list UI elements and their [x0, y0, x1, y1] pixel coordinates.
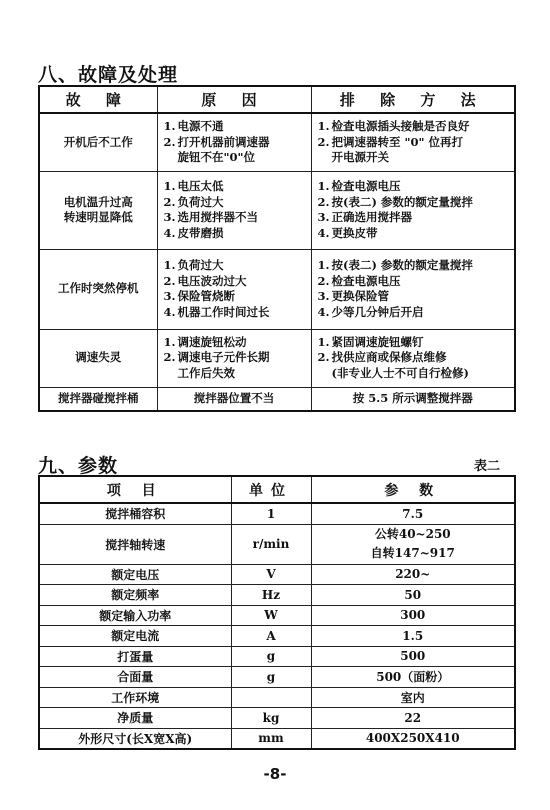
- remedy-cell: [311, 249, 515, 329]
- item-text: 检查电源电压: [331, 179, 401, 193]
- table-row: [39, 524, 515, 564]
- item-cell: 外形尺寸(长X宽X高): [39, 728, 231, 749]
- list-item: [318, 289, 511, 305]
- value-cell: 室内: [311, 687, 515, 708]
- header-cause: 原 因: [157, 86, 311, 113]
- item-number: 4.: [317, 225, 330, 240]
- item-cell: 打蛋量: [39, 646, 231, 667]
- item-text: 负荷过大: [177, 194, 224, 209]
- list-item: [318, 335, 511, 351]
- item-text: 按(表二) 参数的额定量搅拌: [331, 258, 473, 272]
- item-number: 3.: [317, 289, 330, 303]
- item-text: 找供应商或保修点维修 (非专业人士不可自行检修): [331, 350, 469, 380]
- item-text: 皮带磨损: [177, 225, 224, 240]
- table-header-row: [39, 476, 515, 503]
- unit-cell: [231, 687, 311, 708]
- item-text: 检查电源插头接触是否良好: [331, 119, 470, 133]
- table-row: [39, 249, 515, 329]
- item-text: 保险管烧断: [177, 289, 236, 303]
- item-number: 1.: [163, 334, 176, 349]
- item-number: 3.: [163, 210, 176, 224]
- list-item: [164, 258, 307, 274]
- list-item: [318, 179, 511, 195]
- item-cell: 额定频率: [39, 585, 231, 606]
- table-row: [39, 387, 515, 411]
- item-number: 2.: [163, 273, 176, 288]
- section-title: 八、故障及处理: [38, 64, 179, 86]
- item-text: 打开机器前调速器 旋钮不在"0"位: [177, 134, 270, 164]
- item-text: 正确选用搅拌器: [331, 210, 413, 224]
- cause-cell: [157, 171, 311, 249]
- list-item: [164, 350, 307, 381]
- item-number: 2.: [317, 350, 330, 365]
- unit-cell: g: [231, 646, 311, 667]
- item-number: 1.: [317, 258, 330, 272]
- header-item: 项 目: [39, 476, 231, 503]
- remedy-cell: [311, 113, 515, 171]
- troubleshooting-table: [38, 85, 516, 412]
- unit-cell: 1: [231, 503, 311, 524]
- fault-cell: 电机温升过高 转速明显降低: [39, 171, 157, 249]
- page-number: -8-: [263, 765, 287, 783]
- item-number: 1.: [317, 179, 330, 193]
- unit-cell: Hz: [231, 585, 311, 606]
- item-cell: 搅拌轴转速: [39, 524, 231, 564]
- item-number: 3.: [163, 289, 176, 303]
- list-item: [318, 135, 511, 166]
- item-number: 1.: [163, 258, 176, 272]
- table-row: [39, 564, 515, 585]
- item-number: 4.: [317, 304, 330, 319]
- table-row: [39, 667, 515, 688]
- list-item: [164, 135, 307, 166]
- table-row: [39, 687, 515, 708]
- item-number: 4.: [163, 225, 176, 240]
- fault-cell: 工作时突然停机: [39, 249, 157, 329]
- item-text: 电源不通: [177, 119, 224, 133]
- item-cell: 额定电流: [39, 626, 231, 647]
- fault-cell: 搅拌器碰搅拌桶: [39, 387, 157, 411]
- section-title: 九、参数: [38, 455, 119, 477]
- list-item: [318, 119, 511, 135]
- list-item: [318, 226, 511, 242]
- header-remedy: 排 除 方 法: [311, 86, 515, 113]
- unit-cell: g: [231, 667, 311, 688]
- table-row: [39, 708, 515, 729]
- value-cell: 50: [311, 585, 515, 606]
- list-item: [318, 210, 511, 226]
- value-cell: 22: [311, 708, 515, 729]
- list-item: [318, 274, 511, 290]
- fault-cell: 开机后不工作: [39, 113, 157, 171]
- item-text: 把调速器转至 "0" 位再打 开电源开关: [331, 134, 464, 164]
- value-cell: 400X250X410: [311, 728, 515, 749]
- item-text: 更换皮带: [331, 225, 378, 240]
- item-cell: 工作环境: [39, 687, 231, 708]
- cause-cell: [157, 113, 311, 171]
- table-row: [39, 329, 515, 387]
- item-text: 更换保险管: [331, 289, 390, 303]
- value-cell: 公转40~250 自转147~917: [311, 524, 515, 564]
- list-item: [164, 274, 307, 290]
- item-number: 2.: [317, 273, 330, 288]
- item-number: 1.: [163, 119, 176, 133]
- fault-cell: 调速失灵: [39, 329, 157, 387]
- item-number: 4.: [163, 304, 176, 319]
- value-cell: 300: [311, 605, 515, 626]
- list-item: [164, 119, 307, 135]
- list-item: [164, 226, 307, 242]
- unit-cell: mm: [231, 728, 311, 749]
- table-row: [39, 585, 515, 606]
- item-text: 按(表二) 参数的额定量搅拌: [331, 194, 473, 209]
- item-text: 少等几分钟后开启: [331, 304, 424, 319]
- table-header-row: [39, 86, 515, 113]
- list-item: [164, 195, 307, 211]
- table-row: [39, 171, 515, 249]
- item-number: 2.: [163, 350, 176, 365]
- remedy-cell: [311, 329, 515, 387]
- header-unit: 单位: [231, 476, 311, 503]
- parameters-table: [38, 475, 516, 750]
- item-text: 检查电源电压: [331, 273, 401, 288]
- list-item: [318, 305, 511, 321]
- item-number: 2.: [163, 194, 176, 209]
- table-row: [39, 646, 515, 667]
- item-number: 1.: [163, 179, 176, 193]
- list-item: [164, 179, 307, 195]
- list-item: [164, 335, 307, 351]
- header-fault: 故 障: [39, 86, 157, 113]
- unit-cell: r/min: [231, 524, 311, 564]
- cause-cell: [157, 329, 311, 387]
- header-value: 参 数: [311, 476, 515, 503]
- item-number: 1.: [317, 119, 330, 133]
- remedy-cell: [311, 171, 515, 249]
- table-row: [39, 605, 515, 626]
- item-number: 2.: [317, 194, 330, 209]
- item-text: 选用搅拌器不当: [177, 210, 259, 224]
- item-cell: 合面量: [39, 667, 231, 688]
- cause-cell: [157, 249, 311, 329]
- unit-cell: W: [231, 605, 311, 626]
- item-number: 3.: [317, 210, 330, 224]
- unit-cell: kg: [231, 708, 311, 729]
- item-text: 负荷过大: [177, 258, 224, 272]
- value-cell: 7.5: [311, 503, 515, 524]
- value-cell: 220~: [311, 564, 515, 585]
- value-cell: 500（面粉）: [311, 667, 515, 688]
- unit-cell: V: [231, 564, 311, 585]
- table-note: 表二: [474, 459, 501, 474]
- item-cell: 净质量: [39, 708, 231, 729]
- table-row: [39, 113, 515, 171]
- item-cell: 额定电压: [39, 564, 231, 585]
- remedy-cell: 按 5.5 所示调整搅拌器: [311, 387, 515, 411]
- table-row: [39, 626, 515, 647]
- list-item: [318, 350, 511, 381]
- value-cell: 1.5: [311, 626, 515, 647]
- item-text: 紧固调速旋钮螺钉: [331, 334, 424, 349]
- list-item: [164, 210, 307, 226]
- item-cell: 额定输入功率: [39, 605, 231, 626]
- value-cell: 500: [311, 646, 515, 667]
- list-item: [164, 305, 307, 321]
- item-text: 调速旋钮松动: [177, 334, 247, 349]
- unit-cell: A: [231, 626, 311, 647]
- item-number: 1.: [317, 334, 330, 349]
- table-row: [39, 728, 515, 749]
- item-number: 2.: [163, 134, 176, 149]
- item-number: 2.: [317, 134, 330, 149]
- item-cell: 搅拌桶容积: [39, 503, 231, 524]
- table-row: [39, 503, 515, 524]
- list-item: [164, 289, 307, 305]
- list-item: [318, 195, 511, 211]
- item-text: 调速电子元件长期 工作后失效: [177, 350, 270, 380]
- cause-cell: 搅拌器位置不当: [157, 387, 311, 411]
- list-item: [318, 258, 511, 274]
- item-text: 电压波动过大: [177, 273, 247, 288]
- item-text: 机器工作时间过长: [177, 304, 270, 319]
- item-text: 电压太低: [177, 179, 224, 193]
